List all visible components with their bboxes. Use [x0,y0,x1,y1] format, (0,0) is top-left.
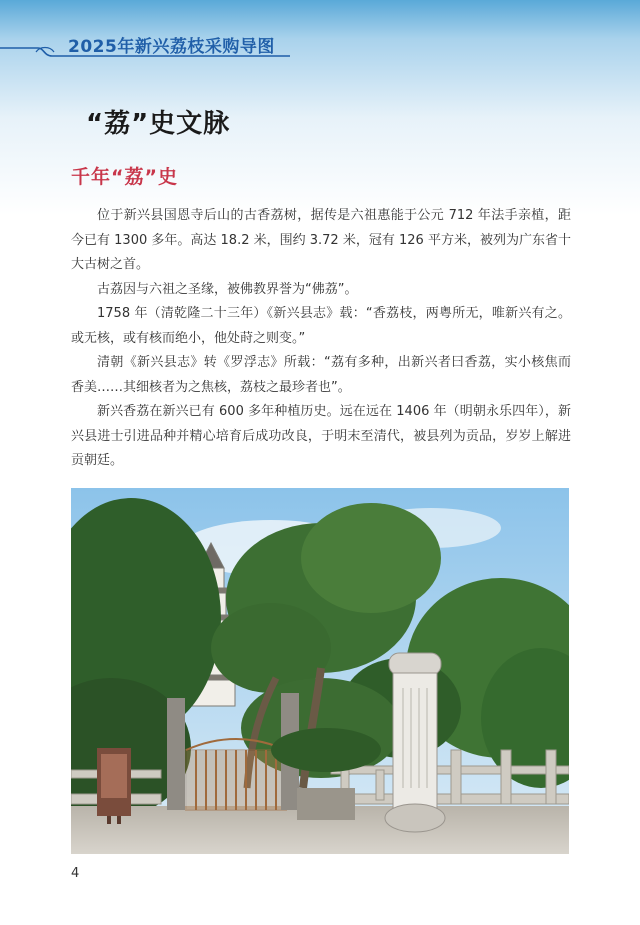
body-text [71,204,571,474]
section-title: “荔”史文脉 [86,109,231,139]
paragraph: 古荔因与六祖之圣缘，被佛教界誉为“佛荔”。 [97,281,358,297]
paragraph: 清朝《新兴县志》转《罗浮志》所载：“荔有多种，出新兴者曰香荔，实小核焦而香美……其细核者为之焦核，荔枝之最珍者也”。 [71,355,571,395]
paragraph: 1758 年（清乾隆二十三年）《新兴县志》载：“香荔枝，两粤所无，唯新兴有之。或无核，或有核而绝小，他处莳之则变。” [71,306,571,346]
information-sign [97,748,131,824]
photo-illustration [71,488,569,854]
subsection-title: 千年“荔”史 [71,166,178,188]
bonsai-pine [271,728,381,772]
stone-stele [385,653,445,832]
paragraph: 位于新兴县国恩寺后山的古香荔树，据传是六祖惠能于公元 712 年法手亲植，距今已有 1300 多年。高达 18.2 米，围约 3.72 米，冠有 126 平方米，被列为广东省十大古树之首。 [71,208,571,272]
paragraph: 新兴香荔在新兴已有 600 多年种植历史。远在远在 1406 年（明朝永乐四年），新兴县进士引进品种并精心培育后成功改良，于明末至清代，被县列为贡品，岁岁上解进贡朝廷。 [71,404,571,468]
page-number: 4 [71,866,80,881]
document-header-title: 2025年新兴荔枝采购导图 [68,37,275,57]
carved-pillar-left [167,698,185,810]
temple-lychee-tree-photo [71,488,569,854]
temple-gate [186,739,286,810]
